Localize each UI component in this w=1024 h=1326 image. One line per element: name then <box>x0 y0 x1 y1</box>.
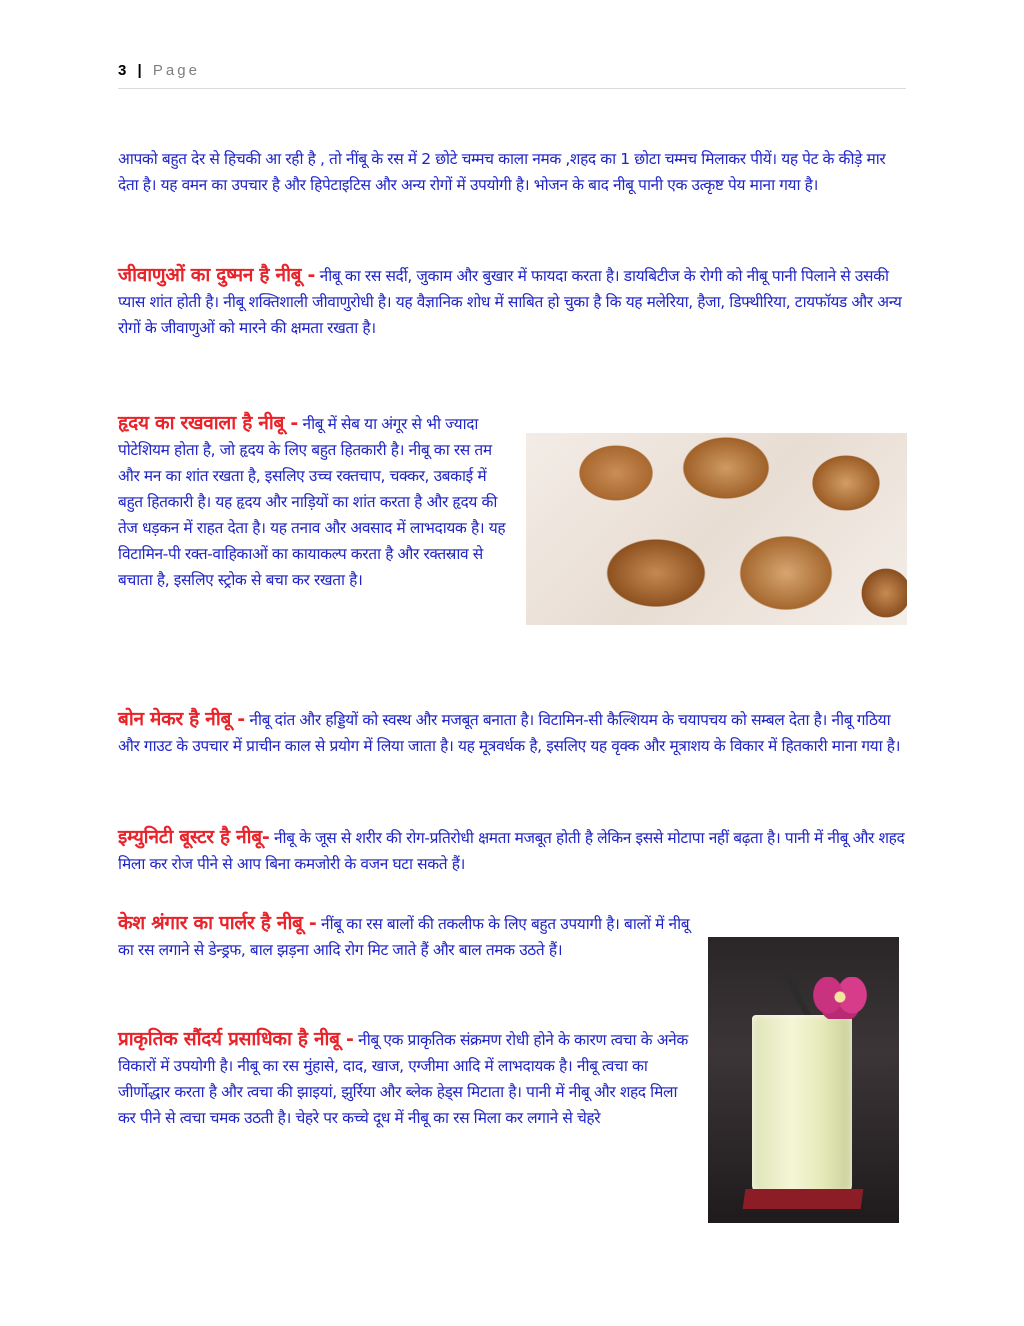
section-text: नीबू दांत और हड्डियों को स्वस्थ और मजबूत बनाता है। विटामिन-सी कैल्शियम के चयापचय को सम्बल देता है। नीबू गठिया और गाउट के उपचार में प्राचीन काल से प्रयोग में लिया जाता है। यह मूत्रवर्धक है, इसलिए यह वृक्क और मूत्राशय के विकार में हितकारी माना गया है। <box>118 711 901 755</box>
section-text: नीबू का रस सर्दी, जुकाम और बुखार में फायदा करता है। डायबिटीज के रोगी को नीबू पानी पिलाने से उसकी प्यास शांत होती है। नीबू शक्तिशाली जीवाणुरोधी है। यह वैज्ञानिक शोध में साबित हो चुका है कि यह मलेरिया, हैजा, डिफ्थीरिया, टायफॉयड और अन्य रोगों के जीवाणुओं को मारने की क्षमता रखता है। <box>118 267 902 337</box>
section-antibacterial <box>118 262 908 341</box>
header-separator: | <box>137 62 142 79</box>
orchid-flower-graphic <box>812 977 870 1019</box>
coaster-graphic <box>743 1189 864 1209</box>
intro-paragraph: आपको बहुत देर से हिचकी आ रही है , तो नींबू के रस में 2 छोटे चम्मच काला नमक ,शहद का 1 छोटा चम्मच मिलाकर पीयें। यह पेट के कीड़े मार देता है। यह वमन का उपचार है और हिपेटाइटिस और अन्य रोगों में उपयोगी है। भोजन के बाद नीबू पानी एक उत्कृष्ट पेय माना गया है। <box>118 150 886 194</box>
section-heading: हृदय का रखवाला है नीबू - <box>118 412 298 434</box>
section-text: नीबू एक प्राकृतिक संक्रमण रोधी होने के कारण त्वचा के अनेक विकारों में उपयोगी है। नीबू का रस मुंहासे, दाद, खाज, एग्जीमा आदि में लाभदायक है। नीबू त्वचा का जीर्णोद्धार करता है और त्वचा की झाइयां, झुर्रिया और ब्लेक हेड्स मिटाता है। पानी में नीबू और शहद मिला कर पीने से त्वचा चमक उठती है। चेहरे पर कच्चे दूध में नीबू का रस मिला कर लगाने से चेहरे <box>118 1031 688 1127</box>
section-heading: बोन मेकर है नीबू - <box>118 708 245 730</box>
candied-lemon-photo <box>526 433 907 625</box>
section-text: नीबू में सेब या अंगूर से भी ज्यादा पोटेशियम होता है, जो हृदय के लिए बहुत हितकारी है। नीबू का रस तम और मन का शांत रखता है, इसलिए उच्च रक्तचाप, चक्कर, उबकाई में बहुत हितकारी है। यह हृदय और नाड़ियों का शांत करता है और हृदय की तेज धड़कन में राहत देता है। यह तनाव और अवसाद में लाभदायक है। यह विटामिन-पी रक्त-वाहिकाओं का कायाकल्प करता है और रक्तस्राव से बचाता है, इसलिए स्ट्रोक से बचा कर रखता है। <box>118 415 506 589</box>
page-header <box>118 62 906 89</box>
page-label: Page <box>152 62 200 79</box>
section-text: नींबू का रस बालों की तकलीफ के लिए बहुत उपयागी है। बालों में नीबू का रस लगाने से डेन्ड्रफ, बाल झड़ना आदि रोग मिट जाते हैं और बाल तमक उठते हैं। <box>118 915 690 959</box>
section-heading: जीवाणुओं का दुष्मन है नीबू - <box>118 264 316 286</box>
section-heading: प्राकृतिक सौंदर्य प्रसाधिका है नीबू - <box>118 1028 354 1050</box>
section-beauty <box>118 1026 696 1131</box>
section-heading: केश श्रंगार का पार्लर है नीबू - <box>118 912 317 934</box>
section-text: नीबू के जूस से शरीर की रोग-प्रतिरोधी क्षमता मजबूत होती है लेकिन इससे मोटापा नहीं बढ़ता है। पानी में नीबू और शहद मिला कर रोज पीने से आप बिना कमजोरी के वजन घटा सकते हैं। <box>118 829 905 873</box>
glass-graphic <box>752 1015 852 1195</box>
page-number: 3 <box>118 62 127 79</box>
lemonade-glass-photo <box>708 937 899 1223</box>
section-heart <box>118 410 510 593</box>
section-hair <box>118 910 696 963</box>
section-bone <box>118 706 908 759</box>
section-heading: इम्युनिटी बूस्टर है नीबू- <box>118 826 270 848</box>
section-immunity <box>118 824 908 877</box>
